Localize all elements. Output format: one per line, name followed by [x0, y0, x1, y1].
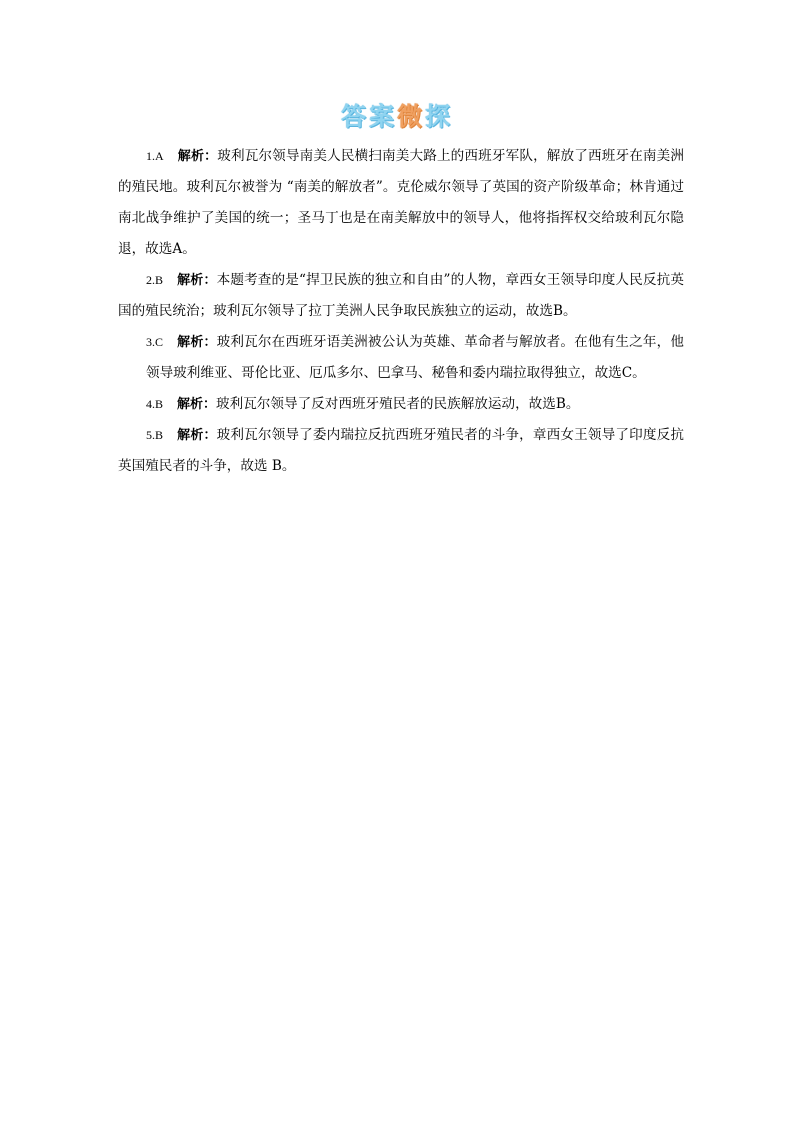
- answer-text: 本题考查的是“捍卫民族的独立和自由”的人物，章西女王领导印度人民反抗英国的殖民统治；玻利瓦尔领导了拉丁美洲人民争取民族独立的运动，故选B。: [118, 272, 684, 319]
- answer-item-4: [118, 389, 684, 420]
- title-char-1: 答: [340, 102, 369, 131]
- answer-item-1: [118, 141, 684, 265]
- answer-text: 玻利瓦尔领导了反对西班牙殖民者的民族解放运动，故选B。: [216, 396, 580, 412]
- answer-number: 3.C: [146, 335, 164, 349]
- answer-list: [118, 141, 684, 482]
- answer-item-5: [118, 420, 684, 482]
- title-char-2: 案: [368, 102, 397, 131]
- answer-number: 5.B: [146, 428, 164, 442]
- analysis-label: 解析：: [177, 335, 217, 350]
- answer-text: 玻利瓦尔领导南美人民横扫南美大路上的西班牙军队，解放了西班牙在南美洲的殖民地。玻利瓦尔被誉为 “南美的解放者”。克伦威尔领导了英国的资产阶级革命；林肯通过南北战争维护了美国的统一；圣马丁也是在南美解放中的领导人，他将指挥权交给玻利瓦尔隐退，故选A。: [118, 148, 684, 257]
- answer-number: 4.B: [146, 397, 164, 411]
- answer-item-2: [118, 265, 684, 327]
- title-char-3: 微: [397, 102, 426, 131]
- analysis-label: 解析：: [177, 428, 217, 443]
- analysis-label: 解析：: [177, 397, 217, 412]
- analysis-label: 解析：: [177, 273, 217, 288]
- answer-item-3: [118, 327, 684, 389]
- answer-text: 玻利瓦尔领导了委内瑞拉反抗西班牙殖民者的斗争，章西女王领导了印度反抗英国殖民者的斗争，故选 B。: [118, 427, 684, 474]
- section-title: [0, 101, 794, 133]
- answer-number: 2.B: [146, 273, 164, 287]
- analysis-label: 解析：: [177, 149, 218, 164]
- answer-title: [341, 101, 453, 133]
- answer-text: 玻利瓦尔在西班牙语美洲被公认为英雄、革命者与解放者。在他有生之年，他领导玻利维亚、哥伦比亚、厄瓜多尔、巴拿马、秘鲁和委内瑞拉取得独立，故选C。: [146, 334, 684, 381]
- title-char-4: 探: [425, 102, 454, 131]
- answer-number: 1.A: [146, 149, 164, 163]
